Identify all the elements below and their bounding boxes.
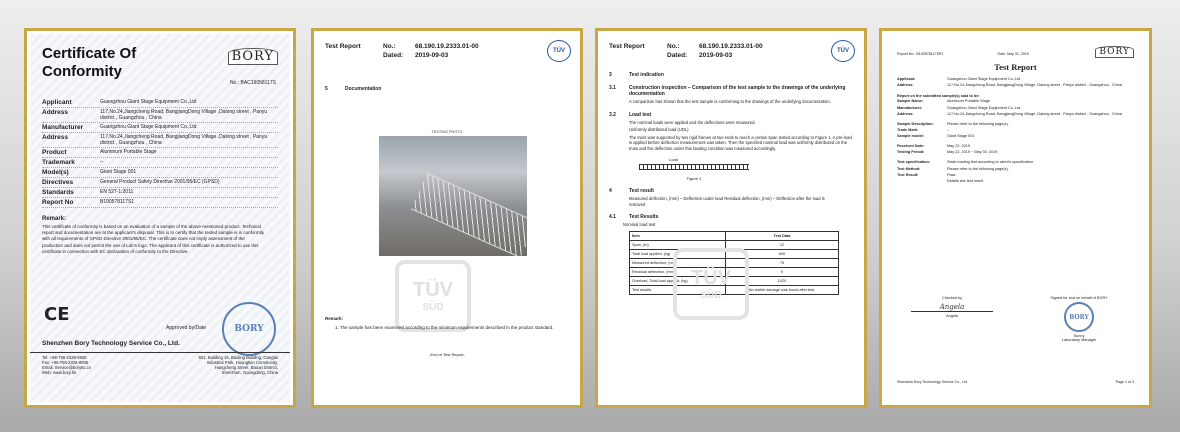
- field-address-2: Address: 117,No.24,Jiangcheng Road, BangjiangDong Village ,Dalong street , Panyu district , Guangzhou , China: [897, 111, 1122, 116]
- section-3-1: 3.1 Construction inspection – Comparison of the test sample to the drawings of the underlying documentation: [609, 85, 846, 97]
- table-row: Residual deflection, (mm) 9: [630, 267, 839, 276]
- section-4-text: Measured deflection, (mm) – Deflection under load Residual deflection, (mm) – Deflection after the load is removed: [629, 196, 825, 207]
- bory-logo: BORY: [228, 48, 278, 65]
- field-testing-period: Testing Period: May 22, 2019 ~ May 30, 2019: [897, 150, 998, 155]
- section-4-1-text: Nominal load test: [623, 222, 656, 227]
- bory-stamp-icon: BORY: [1064, 302, 1094, 332]
- tuv-logo-icon: TÜV: [547, 40, 571, 62]
- table-header-row: Item Test Data: [630, 231, 839, 240]
- load-label: Load: [669, 157, 678, 162]
- field-sample-name: Sample Name: Aluminum Portable Stage: [897, 99, 991, 104]
- report-header: Test Report No.: 68.190.19.2333.01-00: [609, 43, 763, 50]
- certificate-of-conformity: [30, 34, 290, 402]
- report-header: Test Report No.: 68.190.19.2333.01-00: [325, 43, 479, 50]
- section-3-2: 3.2 Load test: [609, 111, 652, 118]
- report-remark: Remark: 1. The sample has been examined according to the minimum requirements described in the product standard.: [325, 316, 554, 330]
- tuv-watermark-icon: TÜV SÜD: [395, 260, 471, 332]
- section-4-1: 4.1 Test Results: [609, 214, 659, 220]
- end-of-report: -End of Test Report-: [429, 352, 465, 357]
- footer-address: 601, Building 16, Baoling Building, Gangtai Industrial Park, Huangtian Community, Hangcheng Street, Baoan District, Shenzhen, Guangdong, China: [198, 355, 278, 375]
- table-row: Total load applied, (kg) 600: [630, 249, 839, 258]
- signatures: [897, 296, 1134, 342]
- approved-by-label: Approved by/Date: [166, 325, 207, 331]
- report-meta: Report No.: B190578117SR1 Date: May 31, 2019: [897, 52, 1029, 56]
- section-4: 4 Test result: [609, 188, 654, 194]
- section-3-2-text1: The nominal loads were applied and the deflections were measured.: [629, 119, 756, 125]
- bory-stamp-icon: BORY: [222, 302, 276, 356]
- bory-logo: BORY: [1095, 46, 1134, 58]
- field-row: Applicant Guangzhou Giant Stage Equipment Co.,Ltd: [42, 98, 278, 108]
- certificate-title-line2: Conformity: [42, 63, 122, 80]
- section-3-2-text3: The truss was supported by two rigid frames at two ends to reach a certain span tested according to Figure 1. A pre-load is applied before deflection measurement was taken. Then the specified nominal load was uniformly distributed on the truss and the deflection under this loading condition was measured accordingly.: [629, 134, 852, 151]
- certificate-remark: This certificate of conformity is based on an evaluation of a sample of the above-mentioned product. Technical report and documentation are at the applicant's disposal. This is to certify that the tested sample is in conformity with all requirements of GPSD Directive 2001/95/EC. The certificate does not imply assessment of the production and does not permit the use of Lab's logo. The applicant of this certificate is authorized to use this certificate in connection with EC declaration of conformity to the Directive.: [42, 224, 265, 254]
- table-row: Measured deflection, (mm) 75: [630, 258, 839, 267]
- signed-for-block: Signed for and on behalf of BORY BORY Sunny Laboratory Manager: [1050, 296, 1108, 342]
- table-row: Overload, Total load applied, (kg) 1020: [630, 276, 839, 285]
- report-header-date: Dated: 2019-09-03: [383, 52, 449, 59]
- load-beam-icon: [639, 164, 749, 170]
- certificate-number: No.: BAC19058117S: [229, 80, 276, 86]
- field-row: Standards EN 527-1:2011: [42, 188, 278, 198]
- field-row: Model(s) Giant Stage 001: [42, 168, 278, 178]
- tuv-logo-icon: TÜV: [831, 40, 855, 62]
- testing-photo: [379, 136, 527, 256]
- report-page-documentation: [317, 34, 577, 402]
- photo-label: TESTING PHOTO: [431, 130, 463, 134]
- bory-test-report: [885, 34, 1146, 402]
- field-row: Manufacturer Guangzhou Giant Stage Equipment Co.,Ltd: [42, 123, 278, 133]
- table-row: Test results No visible damage was found after test.: [630, 285, 839, 294]
- certificate-footer: [30, 340, 290, 377]
- field-manufacturer: Manufacturer: Guangzhou Giant Stage Equipment Co.,Ltd: [897, 105, 1021, 110]
- field-row: Address 117,No.24,Jiangcheng Road, BangjiangDong Village ,Dalong street , Panyu district , Guangzhou , China: [42, 133, 278, 148]
- tuv-watermark-icon: TÜV SÜD: [673, 248, 749, 320]
- certificate-remark-title: Remark:: [42, 216, 67, 222]
- field-test-result: Test Result: Pass: [897, 172, 956, 177]
- bory-test-report-frame: [879, 28, 1152, 408]
- truss-image: [411, 173, 527, 256]
- table-row: Span, (m) 12: [630, 240, 839, 249]
- report-page-test-indication: [601, 34, 861, 402]
- certificate-fields: [42, 98, 278, 208]
- field-sample-description: Sample Description: Please refer to the following page(s).: [897, 121, 1009, 126]
- field-row: Directives General Product Safety Directive 2001/95/EC (GPSD): [42, 178, 278, 188]
- field-applicant: Applicant: Guangzhou Giant Stage Equipment Co.,Ltd: [897, 77, 1021, 81]
- report-footer: Shenzhen Bory Technology Service Co., Ltd Page 1 of 3: [897, 380, 1134, 384]
- report-page-test-indication-frame: [595, 28, 867, 408]
- field-test-specification: Test specification: Static loading test according to client's specification: [897, 160, 1034, 165]
- field-test-method: Test Method: Please refer to the following page(s).: [897, 166, 1009, 171]
- field-received-date: Received Date: May 22, 2019: [897, 144, 971, 149]
- ce-mark-icon: CE: [44, 304, 70, 325]
- report-page-documentation-frame: [311, 28, 583, 408]
- figure-caption: Figure 1: [686, 176, 702, 181]
- section-3-1-text: A comparison has shown that the test sample is conforming to the drawings of the underlying documentation.: [629, 99, 831, 104]
- field-sample-model: Sample model: Giant Stage 001: [897, 134, 975, 139]
- field-row: Trademark --: [42, 158, 278, 168]
- field-address: Address: 117,No.24,Jiangcheng Road, BangjiangDong Village ,Dalong street , Panyu district , Guangzhou , China: [897, 83, 1122, 88]
- field-row: Address 117,No.24,Jiangcheng Road, BangjiangDong Village ,Dalong street , Panyu district , Guangzhou , China: [42, 108, 278, 123]
- field-row: Report No B190578117S1: [42, 198, 278, 208]
- sample-heading: Report on the submitted sample(s) said to be:: [897, 94, 980, 99]
- field-test-result-details: Details see test result: [947, 178, 984, 183]
- field-trade-mark: Trade Mark: --: [897, 127, 950, 132]
- field-row: Product Aluminum Portable Stage: [42, 148, 278, 158]
- load-figure: [639, 157, 749, 181]
- report-title: Test Report: [994, 62, 1037, 72]
- certificate-frame: [24, 28, 296, 408]
- checker-signature: Angela: [911, 303, 993, 312]
- section-3-2-text2: Uniformly distributed load (UDL): [629, 127, 689, 132]
- checked-by-block: Checked by Angela Angela: [897, 296, 1007, 342]
- certificate-title-line1: Certificate Of: [42, 45, 137, 62]
- footer-company: Shenzhen Bory Technology Service Co., Ltd.: [42, 340, 180, 347]
- report-header-date: Dated: 2019-09-03: [667, 52, 733, 59]
- footer-contact: Tel: +86-755-2328-9935 Fax: +86-755-2328-9935 Email: Service@boryttc.cn Web: www.bory.hk: [42, 355, 92, 375]
- section-3: 3 Test indication: [609, 72, 664, 78]
- section-documentation: 5 Documentation: [325, 86, 382, 92]
